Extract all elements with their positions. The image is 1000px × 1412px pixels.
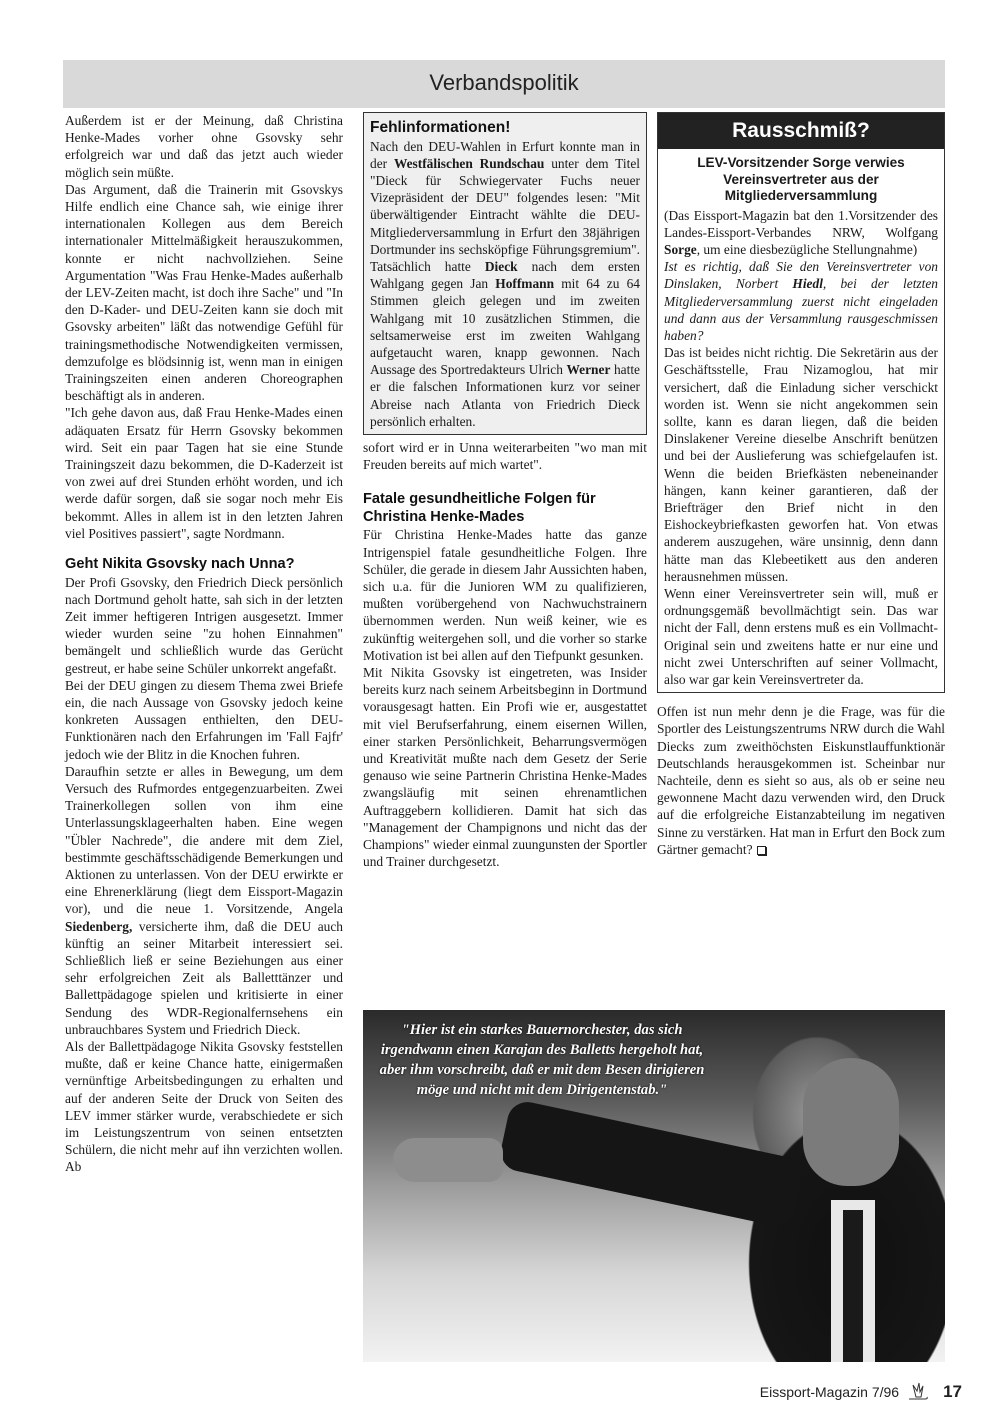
photo-quote: "Hier ist ein starkes Bauernorchester, das sich irgendwann einen Karajan des Balletts hergeholt hat, aber ihm vorschreibt, daß er mit dem Besen dirigieren möge und nicht mit dem Dirigentenstab." bbox=[379, 1022, 705, 1098]
magazine-issue: Eissport-Magazin 7/96 bbox=[759, 1384, 900, 1400]
interview-answer: Wenn einer Vereinsvertreter sein will, muß er ordnungsgemäß bevollmächtigt sein. Das war nicht der Fall, denn erstens muß es ein Vollmacht-Original sein und zweitens hatte er nur eine und nicht zwei Unterschriften auf seiner Vollmacht, also war gar kein Vereinsvertreter da. bbox=[664, 585, 938, 687]
paragraph: Außerdem ist er der Meinung, daß Christina Henke-Mades vorher ohne Gsovsky sehr erfolgreich war und daß das jetzt auch wieder möglich sein müßte. bbox=[65, 113, 343, 180]
sidebar-text bbox=[370, 138, 640, 430]
paragraph: Bei der DEU gingen zu diesem Thema zwei Briefe ein, die nach Aussage von Gsovsky jedoch keine konkreten Aussagen enthielten, den DEU-Funktionären nach den Erfahrungen im 'Fall Fajfr' jedoch wie der Blitz in die Knochen fuhren. bbox=[65, 677, 343, 762]
text: nach dem ersten Wahlgang gegen Jan bbox=[370, 258, 641, 292]
article-column-1 bbox=[65, 112, 343, 1176]
text: unter dem Titel "Dieck für Schwiegervater Fuchs neuer Vizepräsident der DEU" folgendes lesen: "Mit überwältigender Eintracht wählte die DEU-Mitgliederversammlung in Erfurt den 38jährigen Dortmunder ins sechsköpfige Führungsgremium". Tatsächlich hatte bbox=[370, 155, 640, 274]
section-title: Verbandspolitik bbox=[429, 70, 579, 95]
skate-logo-icon bbox=[907, 1382, 929, 1402]
article-column-3 bbox=[657, 112, 945, 858]
text: Nach den DEU-Wahlen in Erfurt konnte man in der bbox=[370, 138, 640, 171]
paragraph: sofort wird er in Unna weiterarbeiten "wo man mit Freuden bereits auf mich wartet". bbox=[363, 439, 647, 473]
page-number: 17 bbox=[943, 1382, 962, 1401]
bold-text: Dieck bbox=[484, 258, 518, 274]
sidebar-intro bbox=[664, 207, 938, 259]
bold-text: Werner bbox=[566, 362, 611, 378]
paragraph: Das Argument, daß die Trainerin mit Gsovskys Hilfe endlich eine Chance sah, wie einige ihrer internationalen Kollegen aus dem Bereich internationaler Mittelmäßigkeit herauszukommen, konnte er nicht nachvollziehen. Seine Argumentation "Was Frau Henke-Mades außerhalb der LEV-Zeiten macht, ist doch ihre Sache" und "In den D-Kader- und DEU-Zeiten kann sie doch mit Gsovsky arbeiten" läßt das notwendige Gefühl für trainingsmethodische Notwendigkeiten vermissen, demzufolge es blödsinnig ist, wenn man in einigen Trainingszeiten einen anderen Choreographen beschäftigt als in anderen. bbox=[65, 181, 343, 404]
text: , bei der letzten Mitgliederversammlung zuerst nicht eingeladen und dann aus der Versammlung rausgeschmissen haben? bbox=[664, 276, 938, 343]
sidebar-subtitle: LEV-Vorsitzender Sorge verwies Vereinsvertreter aus der Mitgliederversammlung bbox=[697, 155, 905, 203]
photo-arm-shape bbox=[497, 1098, 805, 1229]
name-bold: Siedenberg, bbox=[65, 918, 133, 934]
bold-text: Westfälischen Rundschau bbox=[393, 155, 545, 171]
photo-hand-shape bbox=[393, 1138, 503, 1182]
paragraph: Der Profi Gsovsky, den Friedrich Dieck persönlich nach Dortmund geholt hatte, sah sich in der letzten Zeit immer heftigeren Intrigen ausgesetzt. Immer wieder wurden seine "zu hohen Einnahmen" bemängelt und schließlich wurde das Gerücht gestreut, er habe seine Schüler unkorrekt angefaßt. bbox=[65, 574, 343, 676]
sidebar-body bbox=[658, 149, 944, 692]
photo-head-shape bbox=[803, 1058, 899, 1186]
bold-text: Hoffmann bbox=[495, 276, 555, 292]
sidebar-box-rausschmiss bbox=[657, 112, 945, 693]
bold-text: Hiedl bbox=[792, 276, 823, 292]
section-header-band bbox=[63, 60, 945, 108]
sidebar-title: Fehlinformationen! bbox=[370, 119, 511, 136]
subheading-gsovsky-unna: Geht Nikita Gsovsky nach Unna? bbox=[65, 556, 295, 573]
closing-paragraph bbox=[657, 703, 945, 858]
paragraph: "Ich gehe davon aus, daß Frau Henke-Mades einen adäquaten Ersatz für Herrn Gsovsky bekommen wird. Seit ein paar Tagen hat sie eine Stunde Trainingszeit dazu bekommen, die D-Kaderzeit ist von zwei auf drei Stunden erhöht worden, und ich werde dafür sorgen, daß sie sogar noch mehr Eis bekommt. Alles in allem ist in den letzten Jahren viel Positives passiert", sagte Nordmann. bbox=[65, 405, 343, 541]
text: Daraufhin setzte er alles in Bewegung, um dem Versuch des Rufmordes entgegenzuarbeiten. Zwei Trainerkollegen sollen von ihm eine Unterlassungsklageerhalten haben. Eine wegen "Übler Nachrede", die andere mit dem Ziel, bestimmte geschäftsschädigende Bemerkungen und Aktionen zu unterlassen. Von der DEU erwirkte er eine Ehrenerklärung (liegt dem Eissport-Magazin vor), und die neue 1. Vorsitzende, Angela bbox=[65, 763, 343, 917]
text: Ist es richtig, daß Sie den Vereinsvertreter von Dinslaken, Norbert bbox=[664, 259, 938, 292]
text: versicherte ihm, daß die DEU auch künftig an seiner Mitarbeit interessiert sei. Schließlich ließ er seine Beziehungen aus einer sehr erfolgreichen Zeit als Balletttänzer und Ballettpädagoge spielen und kritisierte in einer Sendung des WDR-Regionalfernsehens ein unbrauchbares System und Friedrich Dieck. bbox=[65, 918, 343, 1037]
paragraph bbox=[65, 763, 343, 1038]
text: mit 64 zu 64 Stimmen gleich gelegen und im zweiten Wahlgang mit 10 zusätzlichen Stimmen, die seltsamerweise erst im zweiten Wahlgang aufgetaucht waren, knapp gewonnen. Nach Aussage des Sportredakteurs Ulrich bbox=[370, 276, 640, 378]
paragraph: Für Christina Henke-Mades hatte das ganze Intrigenspiel fatale gesundheitliche Folgen. Ihre Schüler, die gerade in diesem Jahr Aussichten haben, sich u.a. für die Junioren WM zu qualifizieren, mußten vorübergehend von Nachwuchstrainern übernommen werden. Nun weiß keiner, wie es zukünftig weitergehen soll, und die vorher so starke Motivation ist bei allen auf den Tiefpunkt gesunken. bbox=[363, 527, 647, 663]
text: , um eine diesbezügliche Stellungnahme) bbox=[696, 241, 918, 257]
end-of-article-icon bbox=[757, 846, 766, 855]
page-footer bbox=[760, 1382, 962, 1402]
paragraph: Als der Ballettpädagoge Nikita Gsovsky feststellen mußte, daß er keine Chance hatte, einigermaßen vernünftige Arbeitsbedingungen zu erhalten und auf der anderen Seite der Druck von Seiten des LEV immer stärker wurde, verabschiedete er sich im Leistungszentrum von seinen entsetzten Schülern, die nicht mehr auf ihn verzichten wollen. Ab bbox=[65, 1039, 343, 1175]
sidebar-box-fehlinformationen bbox=[363, 112, 647, 435]
sidebar-title: Rausschmiß? bbox=[658, 113, 944, 149]
article-column-2 bbox=[363, 112, 647, 870]
bold-text: Sorge bbox=[664, 241, 697, 257]
photo-pointing-man bbox=[363, 1010, 945, 1362]
photo-tie-shape bbox=[843, 1210, 863, 1362]
interview-answer: Das ist beides nicht richtig. Die Sekretärin aus der Geschäftsstelle, Frau Nizamoglou, hat mir versichert, daß die Einladung sicher verschickt worden ist. Wenn sie nicht angekommen sein sollte, kann es daran liegen, daß die beiden Dinslakener Vereine dieselbe Anschrift benützen und bei der Auslieferung was schiefgelaufen ist. Wenn die beiden Briefkästen nebeneinander hängen, kann keiner garantieren, daß der Briefträger den Brief nicht in den Eishockeybriefkasten geworfen hat. Von etwas anderem auszugehen, wäre unsinnig, denn dann hätte man das Klebeetikett aus den anderen herausnehmen müssen. bbox=[664, 345, 938, 584]
text: (Das Eissport-Magazin bat den 1.Vorsitzender des Landes-Eissport-Verbandes NRW, Wolfgang bbox=[664, 207, 938, 240]
subheading-fatale-folgen: Fatale gesundheitliche Folgen für Christina Henke-Mades bbox=[363, 491, 596, 525]
paragraph: Mit Nikita Gsovsky ist eingetreten, was Insider bereits kurz nach seinem Arbeitsbeginn in Dortmund vorausgesagt hatten. Ein Profi wie er, ausgestattet mit viel Berufserfahrung, einem eisernen Willen, einer starken Persönlichkeit, Beharrungsvermögen und Kreativität mußte nach dem Gesetz der Serie genauso wie seine Partnerin Christina Henke-Mades zwangsläufig mit seinen ehrenamtlichen Auftraggebern kollidieren. Damit hat sich das "Management der Champignons und nicht das der Champions" wieder einmal zuungunsten der Sportler und Trainer durchgesetzt. bbox=[363, 664, 648, 870]
text: hatte er die falschen Informationen kurz vor seiner Abreise nach Atlanta von Friedrich Dieck persönlich erhalten. bbox=[370, 362, 640, 429]
text: Offen ist nun mehr denn je die Frage, was für die Sportler des Leistungszentrums NRW durch die Wahl Diecks zum zweithöchsten Eiskunstlauffunktionär Deutschlands herausgekommen ist. Scheinbar nur Nachteile, denn es sieht so aus, als ob er seine neu gewonnene Macht dazu verwenden wird, den Druck auf die erfolgreiche Eistanzabteilung im negativen Sinne zu verstärken. Hat man in Erfurt den Bock zum Gärtner gemacht? bbox=[657, 704, 945, 857]
interview-question bbox=[664, 258, 938, 344]
